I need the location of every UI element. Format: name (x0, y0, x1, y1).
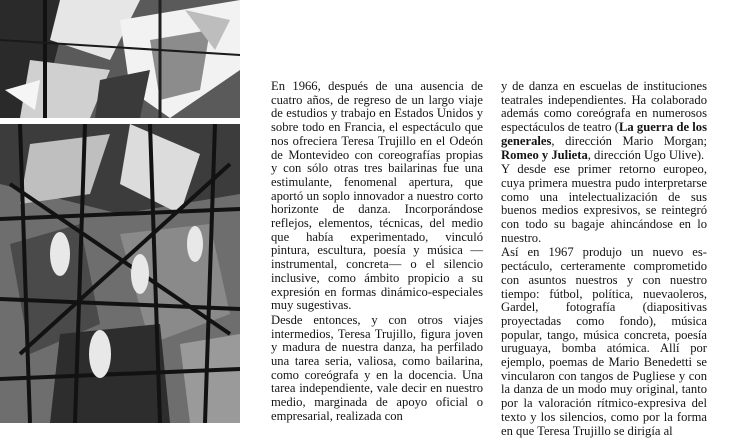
paragraph-theatre-collaborations: y de danza en escuelas de instituciones teatrales independientes. Ha colaborado además como coreógrafa en numerosos espectáculos de teatro (La guerra de los generales, dirección Mario Morgan; Romeo y Julieta, dirección Ugo Ulive). (501, 79, 707, 162)
bottom-dance-photo (0, 124, 240, 423)
top-dance-photo (0, 0, 240, 118)
work-title: La guerra de los generales (501, 120, 707, 148)
text-column-2 (501, 80, 707, 438)
paragraph-return: Y desde ese primer retorno europeo, cuya primera muestra pudo interpretarse como una intelectualización de sus buenos medios expresivos, se reintegró con todo su bagaje ahincándose en lo nuestro. (501, 162, 707, 245)
paragraph-career: Desde entonces, y con otros viajes intermedios, Teresa Trujillo, figura joven y madura de nuestra danza, ha perfilado una tarea seria, valiosa, como bailarina, como coreógrafa y en la docencia. Una tarea independiente, vale decir en nuestro medio, marginada de apoyo oficial o empresarial, realizada con (271, 312, 483, 423)
top-photo-image (0, 0, 240, 118)
paragraph-1967-show: Así en 1967 produjo un nuevo espectáculo, certeramente comprometido con asuntos nuestros y con nuestro tiempo: fútbol, política, nuevaoleros, Gardel, fotografía (diapositivas proyectadas como fondo), música popular, tango, música concreta, poesía uruguaya, bomba atómica. Allí por ejemplo, poemas de Mario Benedetti se vincularon con tangos de Pugliese y con la danza de un modo muy original, tanto por la valoración rítmico-expresiva del texto y los silencios, como por la forma en que Teresa Trujillo se dirigía al (501, 245, 707, 438)
bottom-photo-image (0, 124, 240, 423)
text-column-1 (271, 80, 483, 424)
photo-column (0, 0, 240, 423)
work-title: Romeo y Julieta (501, 147, 588, 162)
paragraph-1966-performance: En 1966, después de una ausencia de cuatro años, de regreso de un largo viaje de estudios y trabajo en Estados Unidos y sobre todo en Francia, el espectáculo que nos ofreciera Teresa Trujillo en el Odeón de Montevideo con coreografías propias y con sólo otras tres bailarinas fue una estimulante, fenomenal apertura, que aportó un soplo innovador a nuestro corto horizonte de danza. Incorporándose reflejos, elementos, técnicas, del medio que había experimentado, vinculó pintura, escultura, poesía y música —instrumental, concreta— o el silencio inclusive, como ámbito propicio a su expresión en formas dinámico-especiales muy sugestivas. (271, 79, 483, 313)
